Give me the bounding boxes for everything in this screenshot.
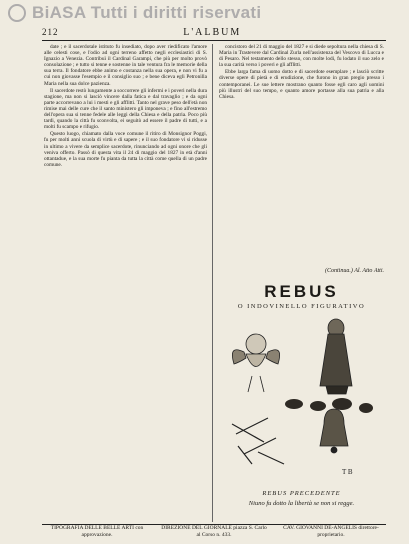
left-paragraph-2: Il sacerdote restò lungamente a soccorrere gli infermi e i poveri nella dura stagione, ma non si lasciò vincere dalla fatica e dal travaglio ; e da ogni parte accorrevano a lui i mesti e gli afflitti. Tanto nel grave peso dell'età non rimise mai delle cure che il santo ministero gli imponeva ; e fino all'estremo dell'opera sua si tenne fedele alle leggi della Chiesa e della patria. Poco più tardi, quando la città fu sconvolta, ei seguitò ad essere il padre di tutti, e a molti fu scampo e rifugio. xyxy=(44,87,207,131)
left-paragraph-1: date ; e il sacerdotale istituto fu insediato, dopo aver riedificato l'amore alle celesti cose, e l'odio ad ogni terreno affetto negli ecclesiastici di S. Ignazio a Venezia. Contribuì il Cardinal Garampi, che più per molto provò consolazione ; e tutto si tenne e sostenne in tale ventura fra le memorie della sua terra. Il fondatore ebbe animo e costanza nella sua opera, e non vi fu a cui non giovasse l'esempio e il consiglio suo ; e bene diceva egli Petronilla Maria nella sua dolce pazienza. xyxy=(44,44,207,87)
bell-icon xyxy=(320,409,348,453)
right-paragraph-2: Ebbe larga fama di uomo dotto e di sacerdote esemplare ; e lasciò scritte diverse opere di pietà e di erudizione, che furono in gran pregio presso i contemporanei. Le sue lettere mostrano quanto fosse egli caro agli uomini più illustri del suo tempo, e quanto amore portasse alla sua patria e alla Chiesa. xyxy=(219,69,384,100)
footer-address: DIREZIONE DEL GIORNALE piazza S. Carlo al Corso n. 433. xyxy=(161,525,267,538)
hooded-figure-icon xyxy=(320,319,352,394)
watermark xyxy=(0,0,409,26)
footer-director: CAV. GIOVANNI DE-ANGELIS direttore-proprietario. xyxy=(283,525,379,538)
cherub-figure-icon xyxy=(232,334,279,392)
page-number: 212 xyxy=(42,27,59,37)
page-footer xyxy=(42,524,386,541)
right-paragraph-1: concistoro del 21 di maggio del 1827 e si diede sepoltura nella chiesa di S. Maria in Trastevere dal Cardinal Zurla nell'assistenza del Vescovo di Lucca e di Pesaro. Nel testamento dello stesso, con molte lodi, fu lodato il suo zelo e la sua carità verso i poveri e gli afflitti. xyxy=(219,44,384,69)
tools-icon xyxy=(232,418,284,464)
page-title: L'ALBUM xyxy=(183,26,242,38)
continua-signature: (Continua.) Al. Atto Atti. xyxy=(324,268,384,274)
left-column xyxy=(44,44,207,470)
left-paragraph-3: Questo luogo, chiamato dalla voce comune il ritiro di Monsignor Poggi, fu per molti anni scuola di virtù e di sapere ; e il suo fondatore vi si ridusse in ultimo a vivere da semplice sacerdote, rinunciando ad ogni onore che gli veniva offerto. Passò di questa vita il 24 di maggio del 1827 in età d'anni ottantadue, e la sua morte fu pianta da tutta la città come quella di un padre comune. xyxy=(44,131,207,168)
rebus-title: REBUS xyxy=(264,282,339,301)
rebus-previous-answer: Niuno fu dotto la libertà se non si regge. xyxy=(248,500,355,507)
rebus-figure-letters: T B xyxy=(342,468,353,476)
watermark-text: BiASA Tutti i diritti riservati xyxy=(32,3,262,22)
rebus-subtitle: O INDOVINELLO FIGURATIVO xyxy=(237,303,366,310)
watermark-logo-icon xyxy=(8,4,26,22)
page-header xyxy=(42,24,386,41)
rebus-illustration xyxy=(224,314,380,486)
right-column xyxy=(219,44,384,266)
column-divider xyxy=(212,44,213,522)
rebus-previous-label: REBUS PRECEDENTE xyxy=(262,490,341,497)
footer-printer: TIPOGRAFIA DELLE BELLE ARTI con approvazione. xyxy=(50,525,144,538)
